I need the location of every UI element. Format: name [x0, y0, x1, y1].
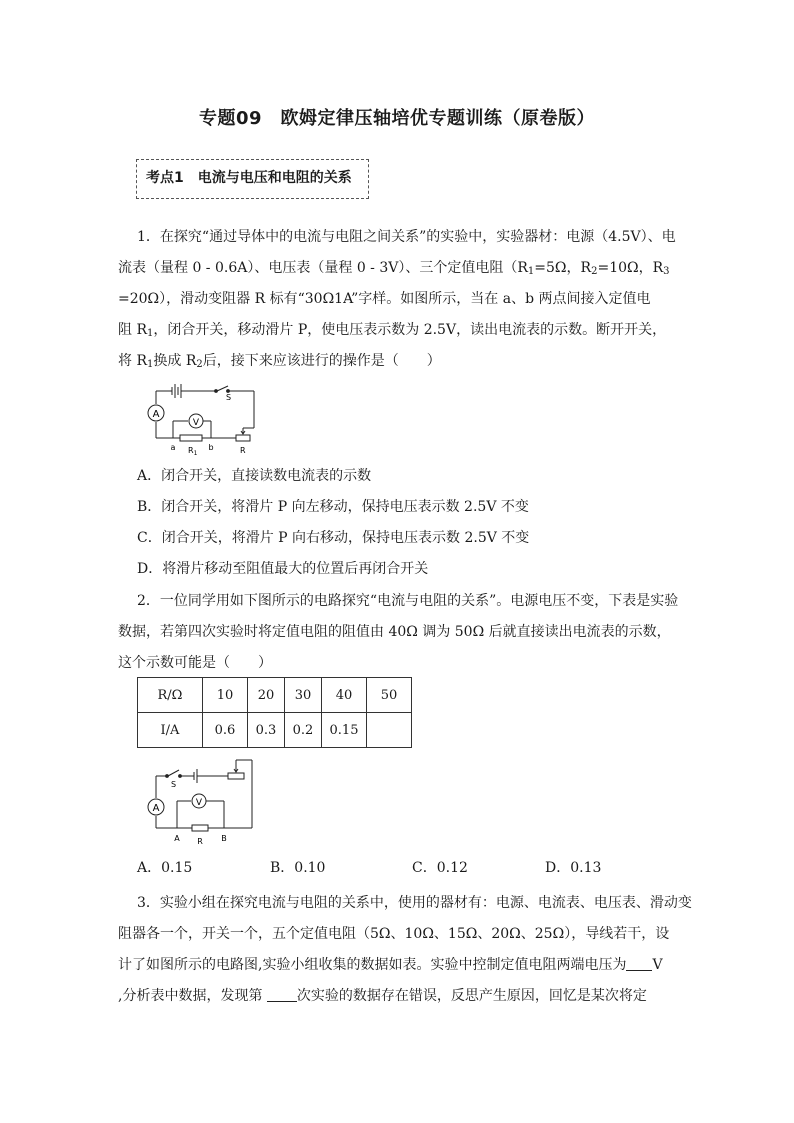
- q3-blank-trial[interactable]: [267, 986, 297, 1002]
- q1-circuit-diagram: [140, 378, 260, 458]
- q3-line-1: 3．实验小组在探究电流与电阻的关系中，使用的器材有：电源、电流表、电压表、滑动变: [137, 895, 692, 911]
- table-cell: 20: [248, 678, 285, 713]
- q1-rheostat-label: R: [240, 446, 246, 455]
- q1-point-a-label: a: [170, 443, 176, 452]
- question-3: [118, 888, 692, 1012]
- q2-switch-label: S: [171, 780, 177, 789]
- topic-label: 考点1 电流与电压和电阻的关系: [146, 170, 352, 186]
- q2-voltmeter-label: V: [195, 798, 203, 808]
- q2-point-a-label: A: [174, 834, 180, 843]
- table-header-i: I/A: [138, 713, 203, 748]
- q1-option-a[interactable]: A．闭合开关，直接读数电流表的示数: [137, 468, 372, 484]
- q1-line-1: 1．在探究“通过导体中的电流与电阻之间关系”的实验中，实验器材：电源（4.5V）、电: [137, 229, 676, 245]
- page-title: 专题09 欧姆定律压轴培优专题训练（原卷版）: [198, 108, 596, 129]
- q2-ammeter-label: A: [152, 803, 160, 814]
- q1-line-3: =20Ω），滑动变阻器 R 标有“30Ω1A”字样。如图所示，当在 a、b 两点间接入定值电: [118, 291, 651, 307]
- q2-resistor-label: R: [197, 837, 203, 846]
- table-header-r: R/Ω: [138, 678, 203, 713]
- q1-option-b[interactable]: B．闭合开关，将滑片 P 向左移动，保持电压表示数 2.5V 不变: [137, 499, 529, 515]
- q2-line-1: 2．一位同学用如下图所示的电路探究“电流与电阻的关系”。电源电压不变，下表是实验: [137, 593, 679, 609]
- q1-ammeter-label: A: [152, 409, 160, 420]
- table-row: [138, 713, 412, 748]
- table-cell: [367, 713, 412, 748]
- table-cell: 40: [322, 678, 367, 713]
- q2-data-table: [137, 677, 412, 748]
- table-cell: 0.2: [285, 713, 322, 748]
- q2-line-3: 这个示数可能是（ ）: [118, 655, 272, 671]
- q3-blank-voltage[interactable]: [626, 955, 652, 971]
- question-2: [118, 586, 683, 679]
- q2-option-c[interactable]: C．0.12: [412, 860, 468, 876]
- table-cell: 30: [285, 678, 322, 713]
- q2-option-b[interactable]: B．0.10: [270, 860, 326, 876]
- topic-box: [136, 159, 369, 199]
- q1-option-c[interactable]: C．闭合开关，将滑片 P 向右移动，保持电压表示数 2.5V 不变: [137, 530, 530, 546]
- q1-line-2: 流表（量程 0 - 0.6A）、电压表（量程 0 - 3V）、三个定值电阻（$R_1=5\Omega$，$R_2=10\Omega$，$R_3$: [118, 260, 670, 277]
- q1-option-d[interactable]: D．将滑片移动至阻值最大的位置后再闭合开关: [137, 561, 429, 577]
- q2-option-a[interactable]: A．0.15: [137, 860, 193, 876]
- q2-line-2: 数据，若第四次实验时将定值电阻的阻值由 40Ω 调为 50Ω 后就直接读出电流表的示数，: [118, 624, 671, 640]
- q3-line-4: ,分析表中数据，发现第 次实验的数据存在错误，反思产生原因，回忆是某次将定: [118, 988, 647, 1004]
- table-cell: 0.3: [248, 713, 285, 748]
- table-cell: 0.6: [203, 713, 248, 748]
- table-cell: 0.15: [322, 713, 367, 748]
- question-1: [118, 222, 683, 377]
- q1-switch-label: S: [226, 393, 232, 402]
- q1-line-5: 将 $R_1$换成 $R_2$后，接下来应该进行的操作是（ ）: [118, 353, 441, 370]
- q1-voltmeter-label: V: [192, 418, 200, 428]
- q1-point-b-label: b: [208, 443, 214, 452]
- table-cell: 50: [367, 678, 412, 713]
- q1-r1-label: $R_1$: [188, 446, 198, 457]
- q3-line-3: 计了如图所示的电路图,实验小组收集的数据如表。实验中控制定值电阻两端电压为 V: [118, 957, 663, 973]
- q2-point-b-label: B: [221, 834, 227, 843]
- table-row: [138, 678, 412, 713]
- q1-line-4: 阻 $R_1$，闭合开关，移动滑片 P，使电压表示数为 2.5V，读出电流表的示数。断开开关，: [118, 322, 667, 339]
- q2-option-d[interactable]: D．0.13: [545, 860, 602, 876]
- table-cell: 10: [203, 678, 248, 713]
- q3-line-2: 阻器各一个，开关一个，五个定值电阻（5Ω、10Ω、15Ω、20Ω、25Ω），导线若干，设: [118, 926, 670, 942]
- q2-circuit-diagram: [140, 756, 260, 848]
